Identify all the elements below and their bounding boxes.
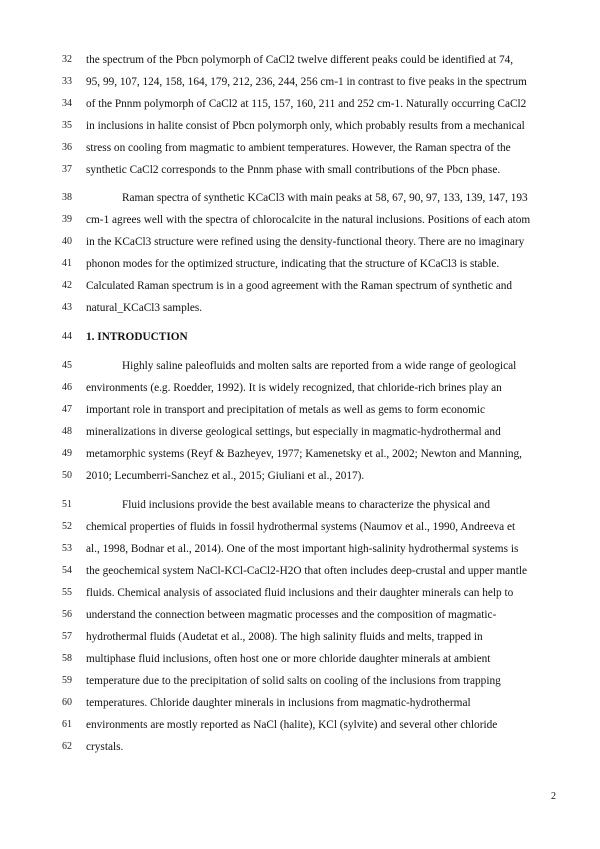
text-line	[0, 673, 600, 689]
line-number: 49	[62, 448, 72, 459]
line-number: 54	[62, 565, 72, 576]
line-number: 52	[62, 521, 72, 532]
line-number: 46	[62, 382, 72, 393]
line-text: Raman spectra of synthetic KCaCl3 with main peaks at 58, 67, 90, 97, 133, 139, 147, 193	[122, 192, 528, 204]
text-line	[0, 446, 600, 462]
text-line	[0, 519, 600, 535]
line-text: of the Pnnm polymorph of CaCl2 at 115, 157, 160, 211 and 252 cm-1. Naturally occurring CaCl2	[86, 98, 527, 110]
line-number: 56	[62, 609, 72, 620]
line-text: hydrothermal fluids (Audetat et al., 2008). The high salinity fluids and melts, trapped in	[86, 631, 483, 643]
text-line	[0, 739, 600, 755]
line-text: natural_KCaCl3 samples.	[86, 302, 203, 314]
text-line	[0, 468, 600, 484]
line-text: stress on cooling from magmatic to ambient temperatures. However, the Raman spectra of the	[86, 142, 511, 154]
text-line	[0, 118, 600, 134]
text-line	[0, 300, 600, 316]
line-text: temperatures. Chloride daughter minerals in inclusions from magmatic-hydrothermal	[86, 697, 471, 709]
line-number: 55	[62, 587, 72, 598]
page-number: 2	[551, 791, 556, 802]
line-number: 35	[62, 120, 72, 131]
line-number: 41	[62, 258, 72, 269]
line-text: the geochemical system NaCl-KCl-CaCl2-H2O that often includes deep-crustal and upper mantle	[86, 565, 528, 577]
line-text: Fluid inclusions provide the best available means to characterize the physical and	[122, 499, 490, 511]
line-number: 36	[62, 142, 72, 153]
text-line	[0, 278, 600, 294]
line-number: 53	[62, 543, 72, 554]
line-number: 40	[62, 236, 72, 247]
line-number: 51	[62, 499, 72, 510]
text-line	[0, 358, 600, 374]
line-number: 60	[62, 697, 72, 708]
line-text: phonon modes for the optimized structure, indicating that the structure of KCaCl3 is stable.	[86, 258, 500, 270]
line-text: metamorphic systems (Reyf & Bazheyev, 1977; Kamenetsky et al., 2002; Newton and Manning,	[86, 448, 522, 460]
text-line	[0, 402, 600, 418]
line-text: understand the connection between magmatic processes and the composition of magmatic-	[86, 609, 497, 621]
text-line	[0, 162, 600, 178]
line-text: Highly saline paleofluids and molten salts are reported from a wide range of geological	[122, 360, 517, 372]
line-text: in the KCaCl3 structure were refined using the density-functional theory. There are no imaginary	[86, 236, 525, 248]
line-number: 43	[62, 302, 72, 313]
text-line	[0, 607, 600, 623]
line-number: 62	[62, 741, 72, 752]
line-number: 38	[62, 192, 72, 203]
line-text: synthetic CaCl2 corresponds to the Pnnm phase with small contributions of the Pbcn phase.	[86, 164, 501, 176]
line-text: 2010; Lecumberri-Sanchez et al., 2015; Giuliani et al., 2017).	[86, 470, 365, 482]
line-number: 57	[62, 631, 72, 642]
line-number: 48	[62, 426, 72, 437]
text-line	[0, 563, 600, 579]
text-line	[0, 329, 600, 345]
line-text: mineralizations in diverse geological settings, but especially in magmatic-hydrothermal and	[86, 426, 501, 438]
line-number: 50	[62, 470, 72, 481]
line-text: crystals.	[86, 741, 124, 753]
text-line	[0, 190, 600, 206]
text-line	[0, 52, 600, 68]
text-line	[0, 629, 600, 645]
line-number: 44	[62, 331, 72, 342]
text-line	[0, 497, 600, 513]
line-text: cm-1 agrees well with the spectra of chlorocalcite in the natural inclusions. Positions of each atom	[86, 214, 531, 226]
line-text: Calculated Raman spectrum is in a good agreement with the Raman spectrum of synthetic and	[86, 280, 513, 292]
text-line	[0, 695, 600, 711]
text-line	[0, 717, 600, 733]
line-text: multiphase fluid inclusions, often host one or more chloride daughter minerals at ambient	[86, 653, 491, 665]
text-line	[0, 585, 600, 601]
line-text: environments are mostly reported as NaCl (halite), KCl (sylvite) and several other chloride	[86, 719, 498, 731]
line-number: 39	[62, 214, 72, 225]
line-text: 95, 99, 107, 124, 158, 164, 179, 212, 236, 244, 256 cm-1 in contrast to five peaks in the spectrum	[86, 76, 527, 88]
line-text: fluids. Chemical analysis of associated fluid inclusions and their daughter minerals can help to	[86, 587, 514, 599]
line-text: the spectrum of the Pbcn polymorph of CaCl2 twelve different peaks could be identified at 74,	[86, 54, 514, 66]
text-line	[0, 234, 600, 250]
line-text: chemical properties of fluids in fossil hydrothermal systems (Naumov et al., 1990, Andreeva et	[86, 521, 516, 533]
section-heading: 1. INTRODUCTION	[86, 331, 188, 343]
line-text: al., 1998, Bodnar et al., 2014). One of the most important high-salinity hydrothermal systems is	[86, 543, 519, 555]
text-line	[0, 212, 600, 228]
text-line	[0, 651, 600, 667]
line-number: 32	[62, 54, 72, 65]
line-number: 61	[62, 719, 72, 730]
line-text: environments (e.g. Roedder, 1992). It is widely recognized, that chloride-rich brines play an	[86, 382, 502, 394]
line-number: 58	[62, 653, 72, 664]
line-number: 34	[62, 98, 72, 109]
line-text: in inclusions in halite consist of Pbcn polymorph only, which probably results from a mechanical	[86, 120, 525, 132]
text-line	[0, 380, 600, 396]
line-number: 33	[62, 76, 72, 87]
text-line	[0, 256, 600, 272]
line-number: 45	[62, 360, 72, 371]
text-line	[0, 140, 600, 156]
line-text: temperature due to the precipitation of solid salts on cooling of the inclusions from trapping	[86, 675, 501, 687]
line-number: 59	[62, 675, 72, 686]
text-line	[0, 541, 600, 557]
line-number: 37	[62, 164, 72, 175]
line-number: 42	[62, 280, 72, 291]
text-line	[0, 424, 600, 440]
line-text: important role in transport and precipitation of metals as well as gems to form economic	[86, 404, 486, 416]
line-number: 47	[62, 404, 72, 415]
text-line	[0, 74, 600, 90]
text-line	[0, 96, 600, 112]
